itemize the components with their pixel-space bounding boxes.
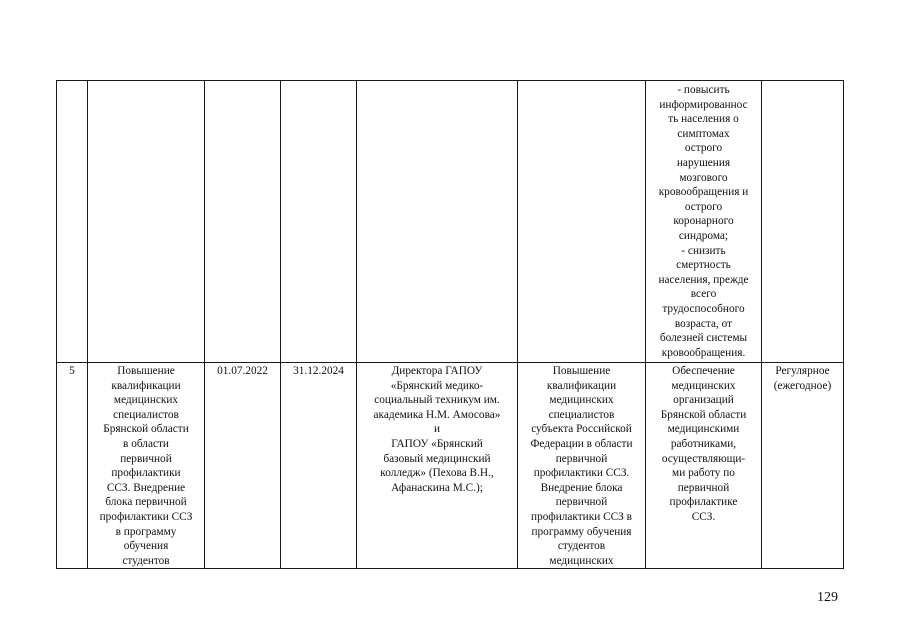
event-text: Повышение квалификации медицинских специалистов Брянской области в области первичной профилактики ССЗ. Внедрение блока первичной профилактики ССЗ в программу обучения студентов bbox=[99, 365, 193, 567]
cell-start-date bbox=[205, 363, 281, 569]
table-row-continuation bbox=[57, 81, 844, 363]
frequency-text: Регулярное (ежегодное) bbox=[773, 365, 832, 392]
page-number: 129 bbox=[817, 590, 838, 605]
cell-number bbox=[57, 363, 88, 569]
cell-number bbox=[57, 81, 88, 363]
cell-end-date bbox=[281, 363, 357, 569]
table-row-5 bbox=[57, 363, 844, 569]
result-text: - повысить информированнос ть населения о симптомах острого нарушения мозгового кровообращения и острого коронарного синдрома; - снизить смертность населения, прежде всего трудоспособного возраста, от болезней системы кровообращения. bbox=[658, 84, 749, 359]
cell-event bbox=[88, 81, 205, 363]
cell-responsible bbox=[357, 363, 518, 569]
description-text: Повышение квалификации медицинских специалистов субъекта Российской Федерации в области первичной профилактики ССЗ. Внедрение блока первичной профилактики ССЗ в программу обучения студентов медицинских bbox=[530, 365, 633, 567]
responsible-text: Директора ГАПОУ «Брянский медико- социальный техникум им. академика Н.М. Амосова» и ГАПОУ «Брянский базовый медицинский колледж» (Пехова В.Н., Афанаскина М.С.); bbox=[373, 365, 501, 494]
end-date: 31.12.2024 bbox=[293, 365, 344, 377]
cell-result bbox=[646, 363, 762, 569]
row-number: 5 bbox=[69, 365, 75, 377]
cell-description bbox=[518, 81, 646, 363]
start-date: 01.07.2022 bbox=[217, 365, 268, 377]
cell-event bbox=[88, 363, 205, 569]
cell-frequency bbox=[762, 81, 844, 363]
cell-result bbox=[646, 81, 762, 363]
cell-frequency bbox=[762, 363, 844, 569]
cell-end-date bbox=[281, 81, 357, 363]
cell-description bbox=[518, 363, 646, 569]
measures-table bbox=[56, 80, 844, 569]
cell-responsible bbox=[357, 81, 518, 363]
cell-start-date bbox=[205, 81, 281, 363]
result-text: Обеспечение медицинских организаций Брянской области медицинскими работниками, осуществляющи- ми работу по первичной профилактике ССЗ. bbox=[660, 365, 747, 523]
